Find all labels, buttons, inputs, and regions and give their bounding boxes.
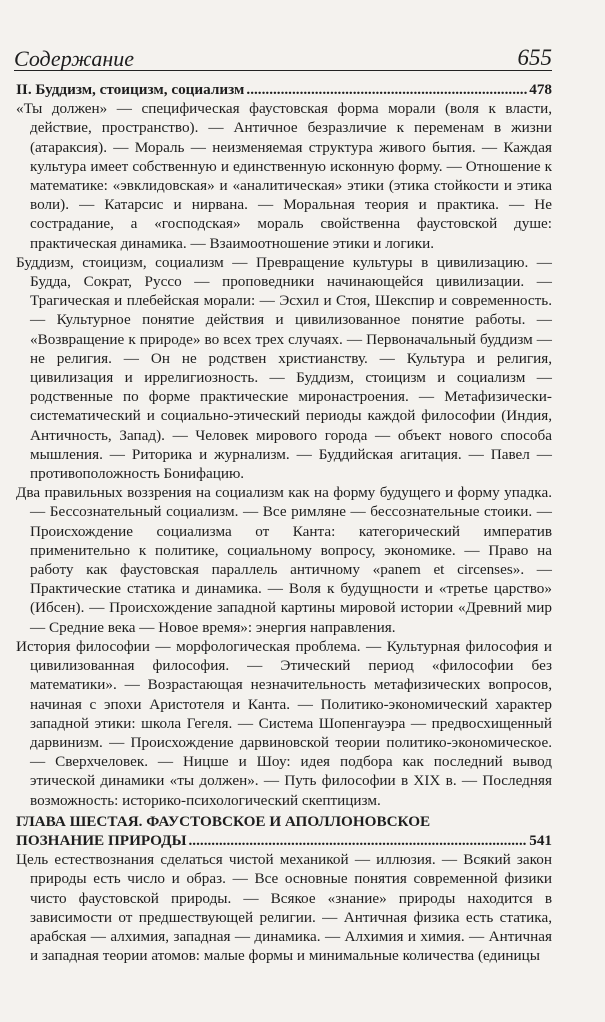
chapter-title-line2: ПОЗНАНИЕ ПРИРОДЫ: [16, 831, 187, 849]
summary-paragraph: Цель естествознания сделаться чистой механикой — иллюзия. — Всякий закон природы есть число и образ. — Все основные понятия современной физики чисто фаустовской природы. — Всякое «знание» природы находится в зависимости от предшествующей религии. — Античная физика есть статика, арабская — алхимия, западная — динамика. — Алхимия и химия. — Античная и западная теории атомов: малые формы и минимальные количества (единицы: [16, 851, 552, 965]
entry-page: 541: [529, 831, 552, 849]
leader-dots: [246, 80, 527, 99]
toc-entry-buddhism: [16, 80, 552, 99]
toc-entry-chapter-six: [16, 812, 552, 850]
table-of-contents: [16, 80, 552, 965]
page-number: 655: [517, 45, 552, 70]
summary-paragraph: «Ты должен» — специфическая фаустовская форма морали (воля к власти, действие, пространство). — Античное безразличие к переменам в жизни (атараксия). — Мораль — неизменяемая структура живого бытия. — Каждая культура имеет собственную и единственную исконную форму. — Отношение к математике: «эвклидовская» и «аналитическая» этики (этика стойкости и этика воли). — Катарсис и нирвана. — Моральная теория и практика. — Не сострадание, а «господская» мораль свойственна фаустовской душе: практическая динамика. — Взаимоотношение этики и логики.: [16, 100, 552, 252]
summary-paragraph: Буддизм, стоицизм, социализм — Превращение культуры в цивилизацию. — Будда, Сократ, Руссо — проповедники начинающейся цивилизации. — Трагическая и плебейская морали: — Эсхил и Стоя, Шекспир и современность. — Культурное понятие действия и цивилизованное понятие работы. — «Возвращение к природе» во всех трех случаях. — Первоначальный буддизм — не религия. — Он не родствен христианству. — Культура и религия, цивилизация и иррелигиозность. — Буддизм, стоицизм и социализм — родственные по форме практические миронастроения. — Метафизически-систематический и социально-этический периоды каждой философии (Индия, Античность, Запад). — Человек мирового города — объект нового способа мышления. — Риторика и журнализм. — Буддийская агитация. — Павел — противоположность Бонифацию.: [16, 253, 552, 483]
entry-page: 478: [529, 81, 552, 98]
entry-title: II. Буддизм, стоицизм, социализм: [16, 81, 245, 98]
summary-paragraph: Два правильных воззрения на социализм как на форму будущего и форму упадка. — Бессознательный социализм. — Все римляне — бессознательные стоики. — Происхождение социализма от Канта: категорический императив применительно к политике, социальному вопросу, экономике. — Право на работу как фаустовская параллель античному «panem et circenses». — Практические статика и динамика. — Воля к будущности и «третье царство» (Ибсен). — Происхождение западной картины мировой истории «Древний мир — Средние века — Новое время»: энергия направления.: [16, 484, 552, 636]
running-header: [14, 36, 552, 71]
chapter-title-row: [16, 831, 552, 850]
leader-dots: [189, 831, 528, 850]
section-title: Содержание: [14, 46, 135, 71]
summary-paragraph: История философии — морфологическая проблема. — Культурная философия и цивилизованная философия. — Этический период «философии без математики». — Возрастающая незначительность метафизических вопросов, начиная с эпохи Аристотеля и Канта. — Политико-экономический характер западной этики: школа Гегеля. — Система Шопенгауэра — предвосхищенный дарвинизм. — Происхождение дарвиновской теории политико-экономическое. — Сверхчеловек. — Ницше и Шоу: идея подбора как последний вывод этической динамики «ты должен». — Путь философии в XIX в. — Последняя возможность: историко-психологический скептицизм.: [16, 637, 552, 809]
chapter-title-line1: ГЛАВА ШЕСТАЯ. ФАУСТОВСКОЕ И АПОЛЛОНОВСКОЕ: [16, 812, 431, 830]
